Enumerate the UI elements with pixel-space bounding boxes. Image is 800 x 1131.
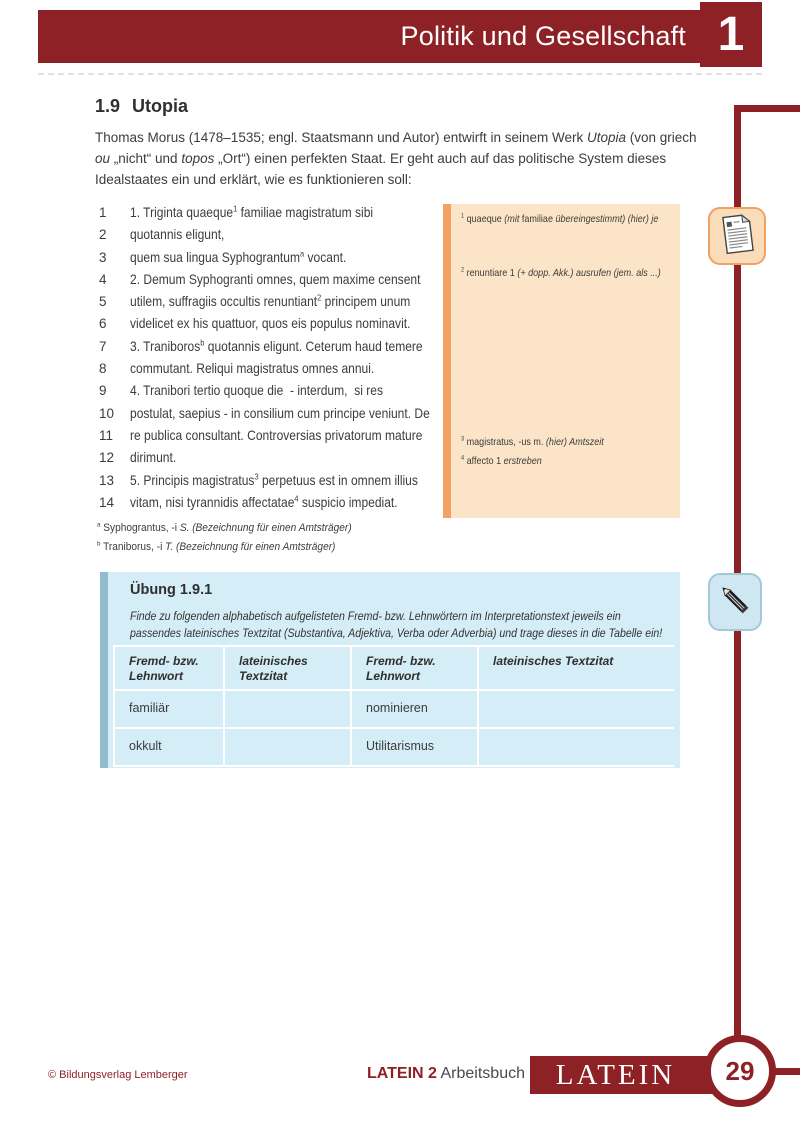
- exercise-table: [113, 645, 674, 767]
- rail-top-segment: [734, 105, 800, 112]
- latin-line-text: postulat, saepius - in consilium cum principe veniunt. De: [130, 404, 430, 421]
- footer-copyright: © Bildungsverlag Lemberger: [48, 1069, 188, 1081]
- table-cell: nominieren: [352, 691, 477, 727]
- latin-line-text: dirimunt.: [130, 449, 177, 466]
- latin-line: [99, 249, 444, 271]
- latin-line-text: vitam, nisi tyrannidis affectatae$^4$ suspicio impediat.: [130, 493, 398, 510]
- table-cell: [225, 691, 350, 727]
- page-number-circle: [704, 1035, 776, 1107]
- section-name: Utopia: [132, 96, 189, 116]
- line-number: 6: [99, 316, 107, 332]
- intro-paragraph: Thomas Morus (1478–1535; engl. Staatsmann und Autor) entwirft in seinem Werk Utopia (von griech ou „nicht“ und topos „Ort“) einen perfekten Staat. Er geht auch auf das politische System dieses Idealstaates ein und erklärt, wie es funktionieren soll:: [95, 130, 697, 187]
- exercise-box: [100, 572, 680, 768]
- latin-line-text: videlicet ex his quattuor, quos eis populus nominavit.: [130, 315, 411, 332]
- table-header-cell: Fremd- bzw. Lehnwort: [115, 647, 223, 689]
- latin-line: [99, 226, 444, 248]
- latin-line: [99, 382, 444, 404]
- line-number: 5: [99, 294, 107, 310]
- exercise-box-strip: [100, 572, 108, 768]
- document-icon-tile: [708, 207, 766, 265]
- line-number: 1: [99, 205, 107, 220]
- latin-line-text: utilem, suffragiis occultis renuntiant$^2$ principem unum: [130, 292, 411, 310]
- footer-book-series: [300, 1065, 525, 1083]
- section-number: 1.9: [95, 96, 121, 116]
- pencil-icon-tile: [708, 573, 762, 631]
- footnotes: [97, 519, 457, 557]
- footnote-item: $^b$ Traniborus, -i T. (Bezeichnung für einen Amtsträger): [97, 540, 336, 553]
- latin-line-text: re publica consultant. Controversias privatorum mature: [130, 426, 423, 443]
- table-header-cell: Fremd- bzw. Lehnwort: [352, 647, 477, 689]
- table-header-cell: lateinisches Textzitat: [225, 647, 350, 689]
- footer-logo-banner: [530, 1056, 715, 1094]
- latin-line-text: 2. Demum Syphogranti omnes, quem maxime censent: [130, 270, 421, 287]
- line-number: 7: [99, 338, 107, 354]
- latin-line: [99, 472, 444, 494]
- line-number: 10: [99, 405, 115, 421]
- footnote-item: $^a$ Syphograntus, -i S. (Bezeichnung für einen Amtsträger): [97, 521, 352, 534]
- unit-number: 1: [717, 7, 745, 61]
- annotation-list: [461, 204, 673, 518]
- document-icon: [717, 212, 757, 261]
- page-number: 29: [725, 1055, 755, 1086]
- latin-line-text: quotannis eligunt,: [130, 226, 225, 243]
- annotation-item: $^3$ magistratus, -us m. (hier) Amtszeit: [461, 435, 604, 448]
- line-number: 11: [99, 427, 114, 443]
- latin-line-text: 3. Traniboros$^b$ quotannis eligunt. Ceterum haud temere: [130, 337, 423, 354]
- table-cell: [479, 729, 676, 765]
- unit-number-box: [700, 2, 762, 67]
- table-cell: Utilitarismus: [352, 729, 477, 765]
- latin-line-text: commutant. Reliqui magistratus omnes annui.: [130, 360, 375, 377]
- latin-line-text: quem sua lingua Syphograntum$^a$ vocant.: [130, 247, 347, 265]
- latin-line: [99, 449, 444, 471]
- rail-bottom-segment: [774, 1068, 800, 1075]
- annotation-panel: [443, 204, 680, 518]
- table-cell: [225, 729, 350, 765]
- line-number: 3: [99, 249, 107, 265]
- latin-line: [99, 494, 444, 516]
- latin-line: [99, 427, 444, 449]
- footer-series-bold: LATEIN 2: [367, 1065, 437, 1082]
- line-number: 14: [99, 494, 115, 510]
- section-title: [95, 96, 188, 117]
- exercise-instructions: Finde zu folgenden alphabetisch aufgelisteten Fremd- bzw. Lehnwörtern im Interpretationstext jeweils ein passendes lateinisches Textzitat (Substantiva, Adjektiva, Verba oder Adverbia) und trage dieses in die Tabelle ein!: [130, 609, 663, 640]
- latin-line: [99, 204, 444, 226]
- table-cell: okkult: [115, 729, 223, 765]
- annotation-item: $^1$ quaeque (mit familiae übereingestimmt) (hier) je: [461, 212, 659, 225]
- page-title: Politik und Gesellschaft: [400, 21, 686, 51]
- line-number: 12: [99, 450, 115, 466]
- latin-line: [99, 271, 444, 293]
- line-number: 9: [99, 383, 107, 399]
- latin-line: [99, 405, 444, 427]
- line-number: 8: [99, 361, 107, 377]
- table-cell: familiär: [115, 691, 223, 727]
- line-number: 4: [99, 271, 107, 287]
- line-number: 2: [99, 227, 107, 243]
- latin-line: [99, 315, 444, 337]
- line-number: 13: [99, 472, 115, 488]
- exercise-title: Übung 1.9.1: [130, 582, 213, 598]
- annotation-item: $^4$ affecto 1 erstreben: [461, 454, 542, 467]
- latin-line: [99, 293, 444, 315]
- latin-line-text: 1. Triginta quaeque$^1$ familiae magistratum sibi: [130, 203, 374, 220]
- latin-line-text: 4. Tranibori tertio quoque die - interdum, si res: [130, 382, 383, 399]
- latin-line: [99, 338, 444, 360]
- latin-line-text: 5. Principis magistratus$^3$ perpetuus est in omnem illius: [130, 470, 418, 488]
- latin-line: [99, 360, 444, 382]
- table-cell: [479, 691, 676, 727]
- footer-logo-text: LATEIN: [555, 1058, 676, 1091]
- header-banner: [38, 10, 700, 63]
- pencil-icon: [716, 581, 754, 624]
- annotation-item: $^2$ renuntiare 1 (+ dopp. Akk.) ausrufen (jem. als ...): [461, 266, 661, 279]
- header-divider: [38, 73, 762, 75]
- footer-series-rest: Arbeitsbuch: [436, 1065, 525, 1082]
- table-header-cell: lateinisches Textzitat: [479, 647, 676, 689]
- latin-text-block: [99, 204, 444, 516]
- annotation-panel-strip: [443, 204, 451, 518]
